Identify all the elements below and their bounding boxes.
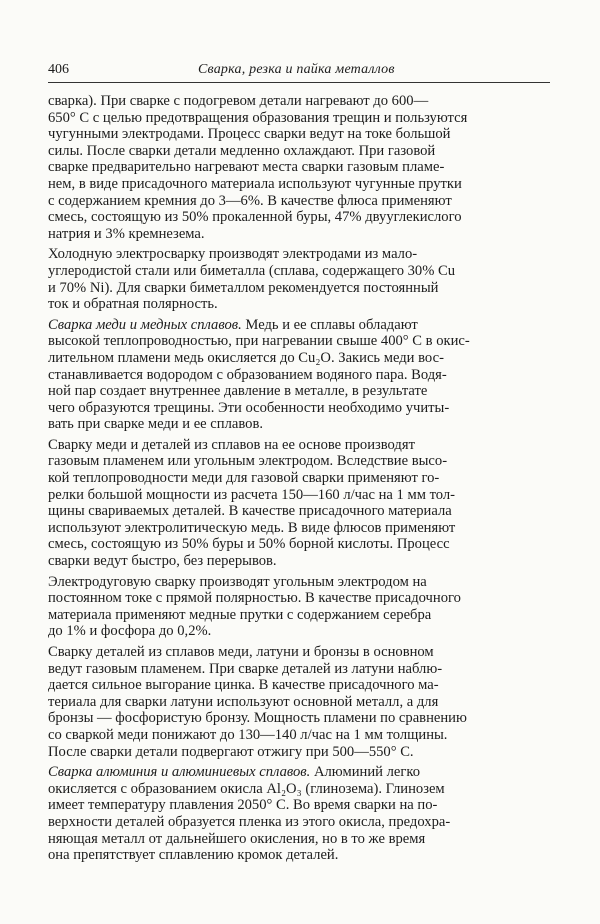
- section-heading-aluminium: Сварка алюминия и алюминиевых сплавов.: [48, 764, 311, 781]
- section-heading-copper: Сварка меди и медных сплавов.: [48, 316, 242, 333]
- paragraph-text: Холодную электросварку производят электродами из мало- углеродистой стали или биметалла (сплава, содержащего 30% Cu и 70% Ni). Для сварки биметаллом рекомендуется постоянный ток и обратная полярность.: [48, 246, 456, 313]
- paragraph-text: Электродуговую сварку производят угольным электродом на постоянном токе с прямой полярностью. В качестве присадочного материала применяют медные прутки с содержанием серебра до 1% и фосфора до 0,2%.: [48, 573, 461, 640]
- paragraph-text: Сварку деталей из сплавов меди, латуни и бронзы в основном ведут газовым пламенем. При сварке деталей из латуни наблю- дается сильное выгорание цинка. В качестве присадочного ма- териала для сварки латуни используют основной металл, а для бронзы — фосфористую бронзу. Мощность пламени по сравнению со сваркой меди понижают до 130—140 л/час на 1 мм толщины. После сварки детали подвергают отжигу при 500—550° С.: [48, 644, 467, 760]
- paragraph-copper-arc: [48, 574, 550, 640]
- page-header: [48, 60, 550, 83]
- paragraph-cast-iron-end: [48, 93, 550, 242]
- paragraph-cold-welding: [48, 246, 550, 312]
- paragraph-text: Алюминий легко окисляется с образованием окисла Al₂O₃ (глинозема). Глинозем имеет температуру плавления 2050° С. Во время сварки на по- верхности деталей образуется пленка из этого окисла, предохра- няющая металл от дальнейшего окисления, но в то же время она препятствует сплавлению кромок деталей.: [48, 764, 451, 864]
- paragraph-copper-intro: [48, 317, 550, 433]
- running-title: Сварка, резка и пайка металлов: [198, 62, 395, 77]
- body-text: [48, 93, 550, 868]
- paragraph-aluminium-intro: [48, 764, 550, 864]
- paragraph-brass-bronze: [48, 644, 550, 760]
- paragraph-text: Сварку меди и деталей из сплавов на ее основе производят газовым пламенем или угольным электродом. Вследствие высо- кой теплопроводности меди для газовой сварки применяют го- релки большой мощности из расчета 150—160 л/час на 1 мм тол- щины свариваемых деталей. В качестве присадочного материала используют электролитическую медь. В виде флюсов применяют смесь, состоящую из 50% буры и 50% борной кислоты. Процесс сварки ведут быстро, без перерывов.: [48, 436, 456, 570]
- page-number: 406: [48, 62, 69, 77]
- paragraph-text: сварка). При сварке с подогревом детали нагревают до 600— 650° С с целью предотвращения образования трещин и пользуются чугунными электродами. Процесс сварки ведут на токе большой силы. После сварки детали медленно охлаждают. При газовой сварке предварительно нагревают места сварки газовым пламе- нем, в виде присадочного материала используют чугунные прутки с содержанием кремния до 3—6%. В качестве флюса применяют смесь, состоящую из 50% прокаленной буры, 47% двууглекислого натрия и 3% кремнезема.: [48, 93, 468, 242]
- paragraph-text: Медь и ее сплавы обладают высокой теплопроводностью, при нагревании свыше 400° С в окис- лительном пламени медь окисляется до Cu₂O. Закись меди вос- станавливается водородом с образованием водяного пара. Водя- ной пар создает внутреннее давление в металле, в результате чего образуются трещины. Эти особенности необходимо учиты- вать при сварке меди и ее сплавов.: [48, 316, 470, 433]
- paragraph-copper-gas: [48, 437, 550, 570]
